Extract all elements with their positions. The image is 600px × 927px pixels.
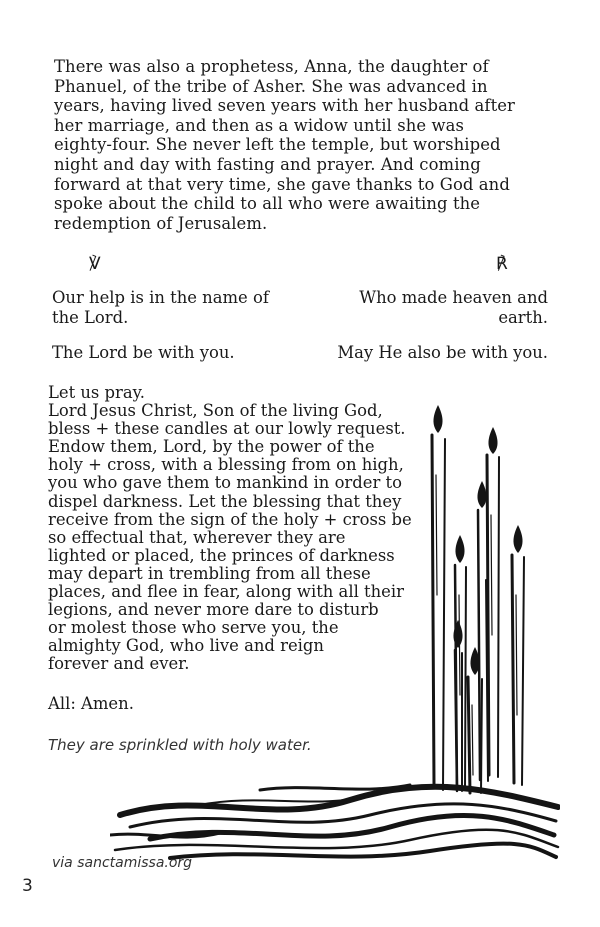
versicle-symbol: ℣: [89, 254, 101, 274]
response-1: Who made heaven and earth.: [359, 288, 548, 327]
gospel-reading: There was also a prophetess, Anna, the daughter of Phanuel, of the tribe of Asher. She was advanced in years, having lived seven years with her husband after her marriage, and then as a widow until she was eighty-four. She never left the temple, but worshiped night and day with fasting and prayer. And coming forward at that very time, she gave thanks to God and spoke about the child to all who were awaiting the redemption of Jerusalem.: [54, 57, 515, 233]
response-symbol: ℟: [496, 254, 508, 274]
blessing-prayer: Let us pray. Lord Jesus Christ, Son of the living God, bless + these candles at our lowly request. Endow them, Lord, by the power of the holy + cross, with a blessing from on high, you who gave them to mankind in order to dispel darkness. Let the blessing that they receive from the sign of the holy + cross be so effectual that, wherever they are lighted or placed, the princes of darkness may depart in trembling from all these places, and flee in fear, along with all their legions, and never more dare to disturb or molest those who serve you, the almighty God, who live and reign forever and ever.: [48, 383, 412, 674]
amen-response: All: Amen.: [48, 694, 134, 713]
response-2: May He also be with you.: [337, 343, 548, 362]
versicle-1: Our help is in the name of the Lord.: [52, 288, 269, 327]
rubric-instruction: They are sprinkled with holy water.: [48, 736, 312, 754]
page-number: 3: [22, 876, 33, 896]
versicle-2: The Lord be with you.: [52, 343, 235, 362]
source-credit: via sanctamissa.org: [52, 855, 193, 871]
